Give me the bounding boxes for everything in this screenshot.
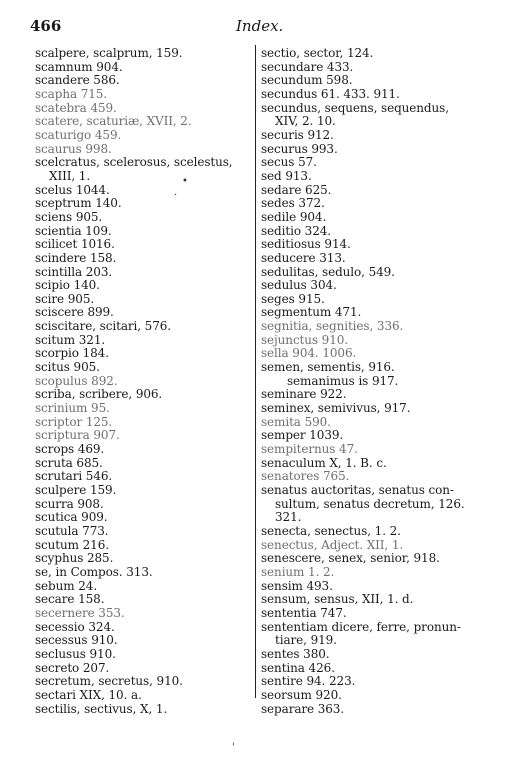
index-entry: scapha 715. bbox=[35, 86, 108, 101]
index-entry: scrops 469. bbox=[35, 442, 105, 457]
index-entry: scriptura 907. bbox=[35, 428, 120, 443]
index-entry: scipio 140. bbox=[35, 278, 100, 293]
index-entry: sectio, sector, 124. bbox=[261, 46, 374, 60]
index-entry: senatus auctoritas, senatus con- bbox=[261, 483, 454, 497]
index-entry: secundare 433. bbox=[261, 59, 354, 74]
index-entry: scintilla 203. bbox=[35, 264, 113, 279]
index-entry: sedile 904. bbox=[261, 209, 327, 224]
right-index-column bbox=[261, 47, 473, 716]
column-divider bbox=[255, 45, 256, 698]
index-entry: sentire 94. 223. bbox=[261, 674, 356, 689]
index-entry: scilicet 1016. bbox=[35, 237, 115, 252]
index-entry: scelus 1044. bbox=[35, 182, 110, 197]
index-entry: scrutari 546. bbox=[35, 469, 113, 484]
index-entry: sciens 905. bbox=[35, 209, 103, 224]
index-entry: senescere, senex, senior, 918. bbox=[261, 551, 440, 566]
index-entry: scutum 216. bbox=[35, 537, 109, 552]
index-entry: scaurus 998. bbox=[35, 141, 112, 156]
index-entry: sciscitare, scitari, 576. bbox=[35, 319, 171, 334]
index-entry: segnitia, segnities, 336. bbox=[261, 319, 404, 334]
index-entry: scamnum 904. bbox=[35, 59, 123, 74]
index-entry: sed 913. bbox=[261, 168, 312, 183]
index-entry: segmentum 471. bbox=[261, 305, 362, 320]
left-index-column bbox=[35, 47, 253, 716]
index-entry: sententia 747. bbox=[261, 605, 347, 620]
running-title: Index. bbox=[236, 17, 284, 35]
index-entry: senium 1. 2. bbox=[261, 564, 335, 579]
index-entry: XIII, 1. bbox=[49, 168, 91, 183]
index-entry: scurra 908. bbox=[35, 496, 104, 511]
index-entry: scriba, scribere, 906. bbox=[35, 387, 163, 402]
index-entry: senectus, Adject. XII, 1. bbox=[261, 537, 404, 552]
index-entry: seditiosus 914. bbox=[261, 237, 351, 252]
index-entry: sectilis, sectivus, X, 1. bbox=[35, 701, 168, 716]
index-entry: scyphus 285. bbox=[35, 551, 114, 566]
index-entry: seclusus 910. bbox=[35, 646, 116, 661]
index-entry: scorpio 184. bbox=[35, 346, 109, 361]
index-entry: secreto 207. bbox=[35, 660, 110, 675]
index-entry: sceptrum 140. bbox=[35, 196, 122, 211]
index-entry: scelcratus, scelerosus, scelestus, bbox=[35, 155, 233, 170]
index-entry: se, in Compos. 313. bbox=[35, 564, 153, 579]
index-entry: sempiternus 47. bbox=[261, 442, 358, 457]
index-entry: securus 993. bbox=[261, 141, 338, 156]
index-entry: secernere 353. bbox=[35, 605, 125, 620]
index-entry: sella 904. 1006. bbox=[261, 346, 357, 361]
index-entry: senatores 765. bbox=[261, 469, 350, 484]
index-entry: semanimus is 917. bbox=[287, 373, 399, 388]
index-entry: secessus 910. bbox=[35, 633, 118, 648]
index-entry: secundum 598. bbox=[261, 73, 353, 88]
index-entry: scopulus 892. bbox=[35, 373, 118, 388]
index-entry: sedes 372. bbox=[261, 196, 325, 211]
index-entry: sententiam dicere, ferre, pronun- bbox=[261, 619, 461, 634]
index-entry: secundus 61. 433. 911. bbox=[261, 86, 400, 101]
index-entry: scruta 685. bbox=[35, 455, 103, 470]
index-entry: scindere 158. bbox=[35, 250, 117, 265]
index-entry: sultum, senatus decretum, 126. bbox=[275, 496, 465, 511]
index-entry: scitus 905. bbox=[35, 360, 100, 375]
index-entry: seges 915. bbox=[261, 291, 325, 306]
index-entry: sedulitas, sedulo, 549. bbox=[261, 264, 395, 279]
index-entry: scutica 909. bbox=[35, 510, 108, 525]
index-entry: secare 158. bbox=[35, 592, 105, 607]
index-entry: secretum, secretus, 910. bbox=[35, 674, 183, 689]
index-entry: sedare 625. bbox=[261, 182, 332, 197]
page-header bbox=[0, 17, 521, 37]
index-entry: seminex, semivivus, 917. bbox=[261, 401, 411, 416]
index-entry: scientia 109. bbox=[35, 223, 112, 238]
index-entry: seorsum 920. bbox=[261, 687, 342, 702]
index-entry: scatebra 459. bbox=[35, 100, 117, 115]
index-entry: scutula 773. bbox=[35, 523, 109, 538]
index-entry: sebum 24. bbox=[35, 578, 98, 593]
index-entry: secus 57. bbox=[261, 155, 317, 170]
index-entry: scriptor 125. bbox=[35, 414, 113, 429]
index-entry: seducere 313. bbox=[261, 250, 346, 265]
index-entry: XIV, 2. 10. bbox=[275, 114, 336, 129]
index-entry: secundus, sequens, sequendus, bbox=[261, 100, 449, 115]
index-entry: senaculum X, 1. B. c. bbox=[261, 455, 387, 470]
index-entry: seminare 922. bbox=[261, 387, 347, 402]
index-entry: semper 1039. bbox=[261, 428, 344, 443]
index-entry: scrinium 95. bbox=[35, 401, 110, 416]
index-entry: semen, sementis, 916. bbox=[261, 360, 395, 375]
index-entry: sentes 380. bbox=[261, 646, 330, 661]
stray-dot: ' bbox=[232, 742, 235, 753]
stray-dot: · bbox=[174, 190, 178, 201]
index-entry: sedulus 304. bbox=[261, 278, 337, 293]
index-entry: scatere, scaturiæ, XVII, 2. bbox=[35, 114, 192, 129]
index-entry: sensim 493. bbox=[261, 578, 333, 593]
index-entry: semita 590. bbox=[261, 414, 331, 429]
index-entry: securis 912. bbox=[261, 127, 334, 142]
index-entry: sectari XIX, 10. a. bbox=[35, 687, 142, 702]
index-entry: 321. bbox=[275, 510, 302, 525]
index-entry: senecta, senectus, 1. 2. bbox=[261, 523, 401, 538]
index-entry: separare 363. bbox=[261, 701, 345, 716]
index-entry: scire 905. bbox=[35, 291, 95, 306]
index-entry: sculpere 159. bbox=[35, 483, 117, 497]
index-entry: scitum 321. bbox=[35, 332, 106, 347]
index-entry: scaturigo 459. bbox=[35, 127, 122, 142]
index-entry: secessio 324. bbox=[35, 619, 115, 634]
index-entry: seditio 324. bbox=[261, 223, 331, 238]
page-number: 466 bbox=[30, 17, 62, 35]
index-entry: tiare, 919. bbox=[275, 633, 337, 648]
index-entry: scandere 586. bbox=[35, 73, 120, 88]
index-entry: sciscere 899. bbox=[35, 305, 114, 320]
index-entry: sensum, sensus, XII, 1. d. bbox=[261, 592, 414, 607]
stray-dot: • bbox=[182, 176, 188, 187]
index-entry: sentina 426. bbox=[261, 660, 335, 675]
index-entry: scalpere, scalprum, 159. bbox=[35, 46, 183, 60]
index-entry: sejunctus 910. bbox=[261, 332, 349, 347]
